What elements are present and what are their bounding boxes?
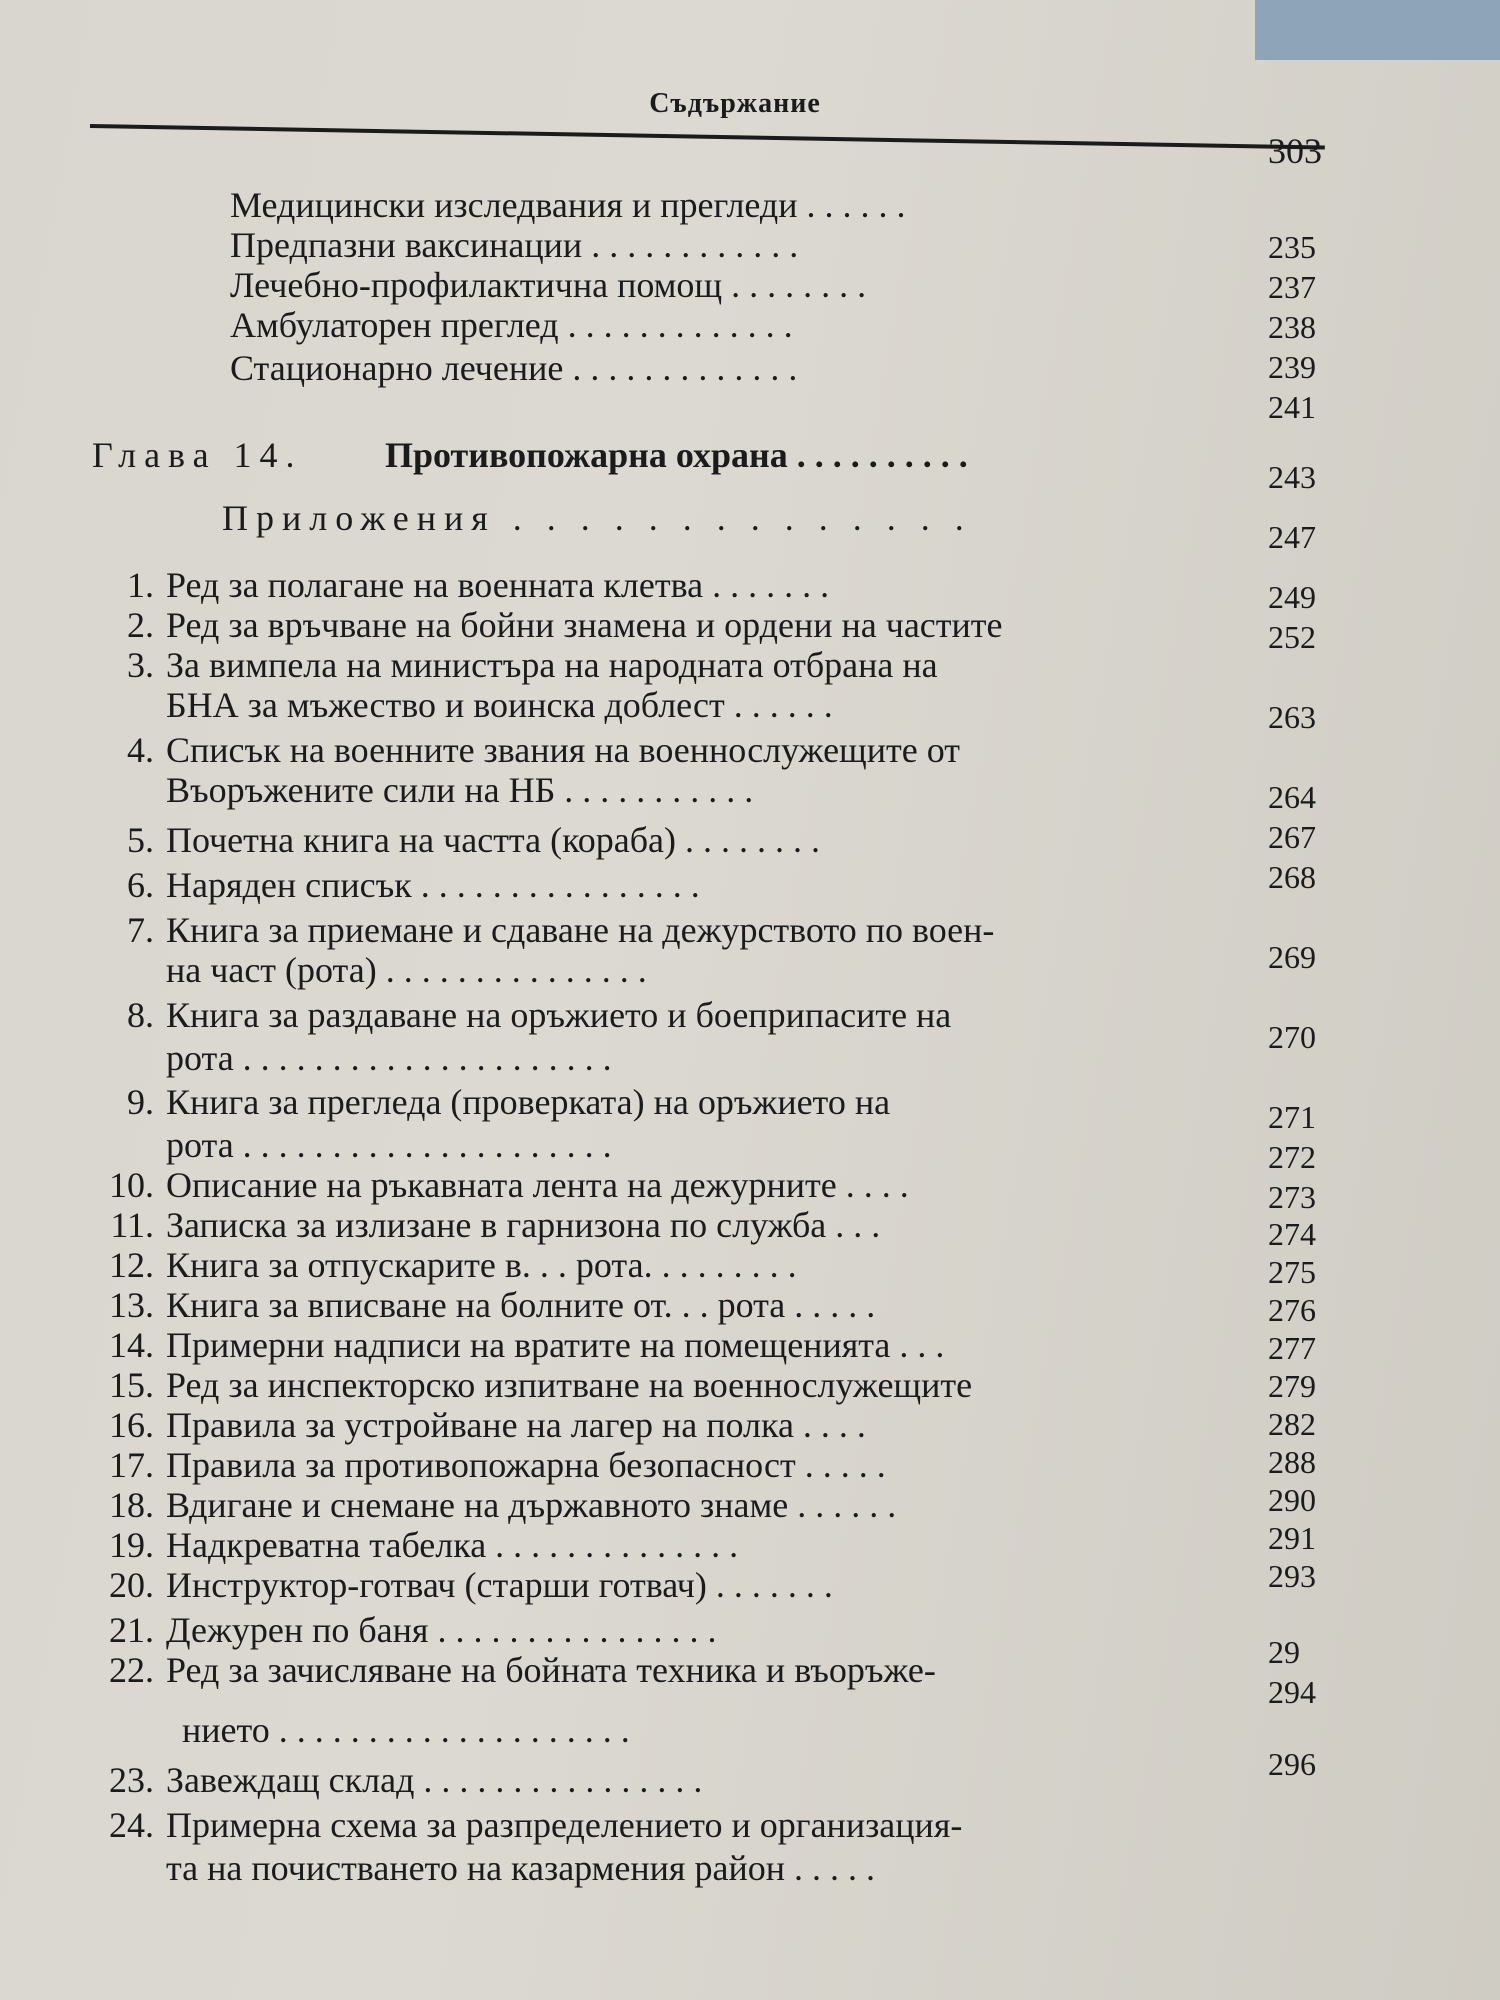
toc-page-number: 269	[1268, 939, 1316, 975]
toc-entry-text: Глава 14.	[92, 435, 303, 475]
toc-page-number: 290	[1268, 1482, 1316, 1518]
toc-entry-number: 6.	[127, 865, 154, 905]
toc-entry-number: 17.	[109, 1445, 154, 1485]
toc-entry	[92, 1525, 738, 1565]
toc-entry	[92, 1445, 886, 1485]
toc-entry-number: 24.	[109, 1805, 154, 1845]
toc-entry	[230, 348, 797, 388]
toc-entry-text: Ред за полагане на военната клетва . . . . . . .	[166, 565, 830, 605]
toc-entry-number: 16.	[109, 1405, 154, 1445]
toc-entry-text: БНА за мъжество и воинска доблест . . . . . .	[166, 685, 833, 725]
toc-entry	[385, 435, 968, 475]
toc-entry-number: 14.	[109, 1325, 154, 1365]
toc-entry-number: 3.	[127, 645, 154, 685]
toc-page-number: 282	[1268, 1406, 1316, 1442]
toc-page-number: 247	[1268, 519, 1316, 555]
toc-page-number: 249	[1268, 579, 1316, 615]
toc-entry-number: 20.	[109, 1565, 154, 1605]
toc-entry-text: Стационарно лечение . . . . . . . . . . . . .	[230, 348, 798, 388]
toc-entry-number: 1.	[127, 565, 154, 605]
toc-entry	[92, 605, 1003, 645]
toc-entry-text: Предпазни ваксинации . . . . . . . . . . . .	[230, 225, 799, 265]
toc-entry-text: Инструктор-готвач (старши готвач) . . . . . . .	[166, 1565, 833, 1605]
toc-page-number: 263	[1268, 699, 1316, 735]
toc-entry-number: 15.	[109, 1365, 154, 1405]
toc-page-number: 29	[1268, 1634, 1300, 1670]
toc-entry	[92, 565, 829, 605]
page-number: 303	[1268, 131, 1322, 171]
toc-entry-text: Книга за вписване на болните от. . . рота . . . . .	[166, 1285, 876, 1325]
toc-entry-number: 8.	[127, 995, 154, 1035]
toc-page-number: 238	[1268, 309, 1316, 345]
toc-entry-text: рота . . . . . . . . . . . . . . . . . . . . .	[166, 1125, 612, 1165]
toc-entry-text: Списък на военните звания на военнослужещите от	[166, 730, 961, 770]
toc-entry	[230, 225, 798, 265]
toc-entry-number: 22.	[109, 1650, 154, 1690]
toc-entry	[92, 1365, 972, 1405]
toc-page-number: 291	[1268, 1520, 1316, 1556]
toc-entry-text: на част (рота) . . . . . . . . . . . . . . .	[166, 950, 647, 990]
toc-entry-text: Описание на ръкавната лента на дежурните . . . .	[166, 1165, 909, 1205]
toc-entry-text: Дежурен по баня . . . . . . . . . . . . . . . .	[166, 1610, 717, 1650]
toc-entry-number: 21.	[109, 1610, 154, 1650]
toc-page-number: 274	[1268, 1216, 1316, 1252]
toc-entry-text: Надкреватна табелка . . . . . . . . . . . . . .	[166, 1525, 739, 1565]
toc-entry	[92, 1650, 936, 1690]
toc-page-number: 264	[1268, 779, 1316, 815]
toc-entry	[92, 1165, 909, 1205]
toc-entry	[92, 1082, 890, 1122]
header-rule	[90, 124, 1325, 150]
toc-entry	[166, 685, 833, 725]
toc-page-number: 252	[1268, 619, 1316, 655]
toc-page-number: 271	[1268, 1099, 1316, 1135]
toc-entry-number: 13.	[109, 1285, 154, 1325]
toc-entry-text: Лечебно-профилактична помощ . . . . . . . .	[230, 265, 867, 305]
toc-entry-text: Ред за връчване на бойни знамена и ордени на частите	[166, 605, 1003, 645]
toc-entry	[92, 865, 700, 905]
toc-page-number: 296	[1268, 1746, 1316, 1782]
toc-entry-text: Примерна схема за разпределението и организация-	[166, 1805, 963, 1845]
toc-entry	[230, 305, 793, 345]
toc-entry-text: Амбулаторен преглед . . . . . . . . . . . . .	[230, 305, 793, 345]
toc-entry	[230, 265, 866, 305]
toc-entry-number: 9.	[127, 1082, 154, 1122]
toc-entry	[92, 910, 994, 950]
toc-entry	[92, 820, 820, 860]
toc-entry	[92, 1610, 716, 1650]
toc-entry-text: Ред за инспекторско изпитване на военнослужещите	[166, 1365, 973, 1405]
toc-page-number: 268	[1268, 859, 1316, 895]
toc-page-number: 275	[1268, 1254, 1316, 1290]
toc-entry-number: 12.	[109, 1245, 154, 1285]
toc-entry	[92, 1805, 962, 1845]
toc-page-number: 293	[1268, 1558, 1316, 1594]
toc-entry	[92, 1565, 833, 1605]
toc-entry	[166, 950, 647, 990]
toc-page-number: 288	[1268, 1444, 1316, 1480]
toc-entry-text: Книга за приемане и сдаване на дежурството по воен-	[166, 910, 995, 950]
toc-page-number: 273	[1268, 1179, 1316, 1215]
page-edge-background	[1255, 0, 1500, 60]
toc-entry	[92, 1760, 702, 1800]
toc-page-number: 241	[1268, 389, 1316, 425]
toc-entry	[182, 1710, 630, 1750]
toc-entry-number: 23.	[109, 1760, 154, 1800]
toc-entry-text: Правила за устройване на лагер на полка . . . .	[166, 1405, 866, 1445]
toc-entry-text: Ред за зачисляване на бойната техника и въоръже-	[166, 1650, 936, 1690]
toc-entry	[92, 1325, 944, 1365]
toc-page-number: 237	[1268, 269, 1316, 305]
toc-entry-text: рота . . . . . . . . . . . . . . . . . . . . .	[166, 1038, 612, 1078]
toc-entry-number: 4.	[127, 730, 154, 770]
toc-entry	[222, 498, 972, 538]
toc-entry-text: та на почистването на казармения район . . . . .	[166, 1848, 875, 1888]
toc-page-number: 277	[1268, 1330, 1316, 1366]
toc-entry	[92, 995, 951, 1035]
toc-entry-text: Примерни надписи на вратите на помещенията . . .	[166, 1325, 945, 1365]
toc-entry	[92, 1285, 875, 1325]
toc-entry-number: 11.	[110, 1205, 154, 1245]
toc-page-number: 294	[1268, 1674, 1316, 1710]
toc-entry	[92, 1205, 880, 1245]
toc-entry-text: Завеждащ склад . . . . . . . . . . . . . . . .	[166, 1760, 703, 1800]
toc-page-number: 276	[1268, 1292, 1316, 1328]
toc-page-number: 272	[1268, 1139, 1316, 1175]
toc-entry-text: Книга за прегледа (проверката) на оръжието на	[166, 1082, 891, 1122]
toc-entry	[92, 1405, 866, 1445]
toc-entry	[92, 645, 938, 685]
toc-entry-text: Книга за отпускарите в. . . рота. . . . . . . . .	[166, 1245, 797, 1285]
toc-entry	[166, 770, 753, 810]
toc-entry-text: Противопожарна охрана . . . . . . . . . .	[385, 435, 968, 475]
toc-entry-text: Правила за противопожарна безопасност . . . . .	[166, 1445, 886, 1485]
toc-entry	[92, 730, 960, 770]
toc-page-number: 239	[1268, 349, 1316, 385]
toc-entry-text: Медицински изследвания и прегледи . . . . . .	[230, 185, 906, 225]
toc-entry	[166, 1038, 612, 1078]
toc-entry-text: Книга за раздаване на оръжието и боеприпасите на	[166, 995, 952, 1035]
toc-entry	[92, 435, 303, 475]
toc-entry-text: Записка за излизане в гарнизона по служба . . .	[166, 1205, 881, 1245]
toc-entry-text: нието . . . . . . . . . . . . . . . . . . . .	[182, 1710, 630, 1750]
toc-entry	[230, 185, 906, 225]
toc-page-number: 243	[1268, 459, 1316, 495]
toc-entry-number: 2.	[127, 605, 154, 645]
toc-entry	[92, 1245, 797, 1285]
toc-entry	[166, 1125, 612, 1165]
toc-entry-number: 7.	[127, 910, 154, 950]
toc-entry-number: 18.	[109, 1485, 154, 1525]
toc-entry-number: 19.	[109, 1525, 154, 1565]
toc-entry	[92, 1485, 896, 1525]
toc-entry-number: 5.	[127, 820, 154, 860]
toc-entry-text: Почетна книга на частта (кораба) . . . . . . . .	[166, 820, 820, 860]
toc-page-number: 270	[1268, 1019, 1316, 1055]
toc-page-number: 279	[1268, 1368, 1316, 1404]
toc-entry-number: 10.	[109, 1165, 154, 1205]
header-title: Съдържание	[649, 88, 821, 119]
toc-entry-text: За вимпела на министъра на народната отбрана на	[166, 645, 938, 685]
toc-page-number: 267	[1268, 819, 1316, 855]
toc-entry	[166, 1848, 875, 1888]
toc-entry-text: Вдигане и снемане на държавното знаме . . . . . .	[166, 1485, 897, 1525]
toc-page-number: 235	[1268, 229, 1316, 265]
toc-entry-text: Наряден списък . . . . . . . . . . . . . . . .	[166, 865, 700, 905]
toc-entry-text: Приложения . . . . . . . . . . . . . .	[222, 498, 972, 538]
toc-entry-text: Въоръжените сили на НБ . . . . . . . . . . .	[166, 770, 754, 810]
